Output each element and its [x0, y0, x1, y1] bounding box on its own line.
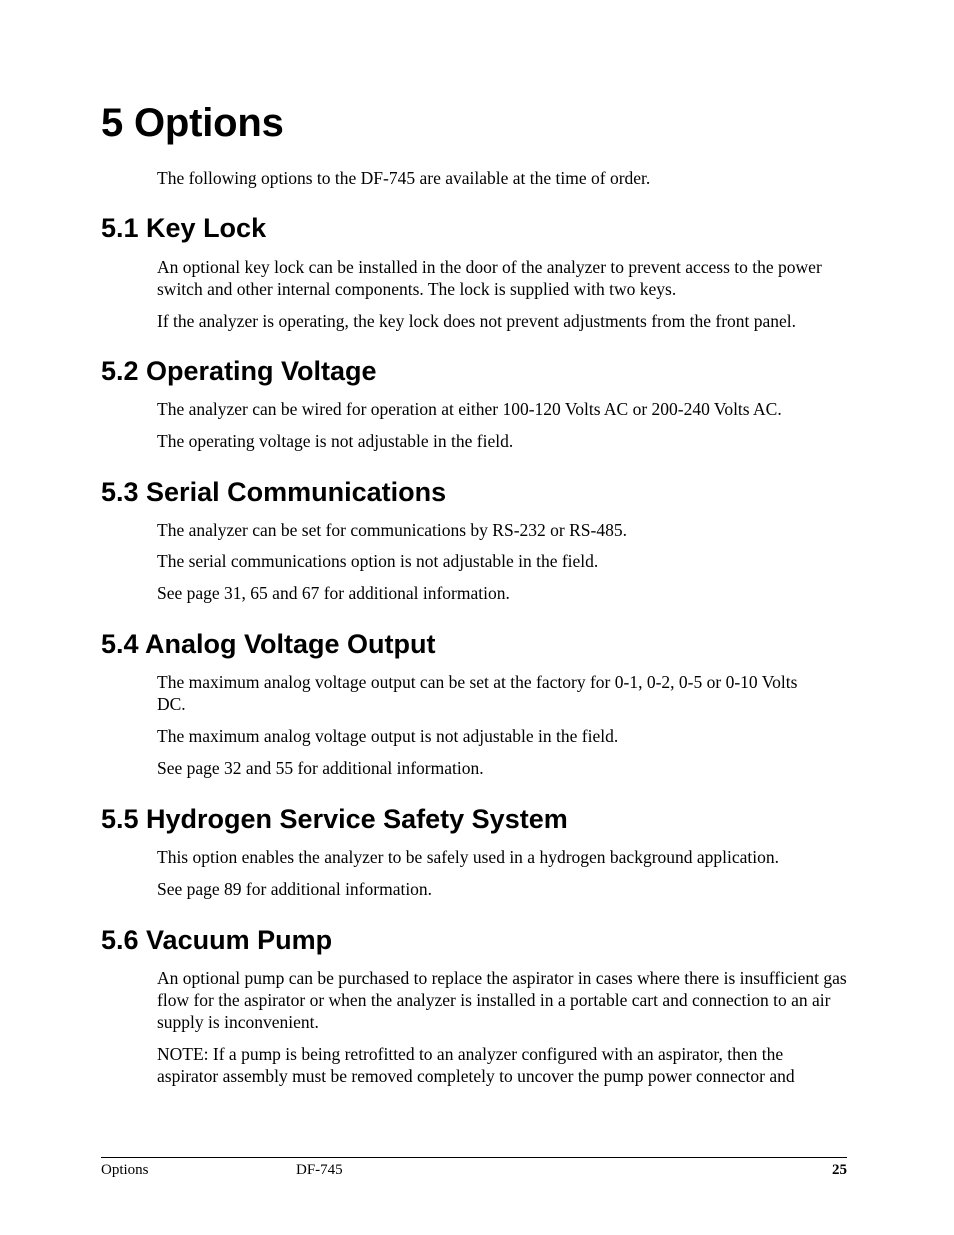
paragraph-key-lock-1: An optional key lock can be installed in the door of the analyzer to prevent access to the power switch and other internal components. The lock is supplied with two keys. [157, 257, 822, 299]
footer-section-name: Options [101, 1162, 149, 1178]
paragraph-analog-3: See page 32 and 55 for additional information. [157, 758, 484, 778]
section-heading-serial-communications: 5.3 Serial Communications [101, 477, 447, 507]
section-heading-vacuum-pump: 5.6 Vacuum Pump [101, 925, 333, 955]
footer-model: DF-745 [296, 1162, 343, 1178]
chapter-title: 5 Options [101, 101, 284, 145]
paragraph-serial-3: See page 31, 65 and 67 for additional information. [157, 583, 510, 603]
paragraph-vacuum-pump-1: An optional pump can be purchased to replace the aspirator in cases where there is insufficient gas flow for the aspirator or when the analyzer is installed in a portable cart and connection to an air supply is inconvenient. [157, 968, 847, 1032]
paragraph-analog-2: The maximum analog voltage output is not adjustable in the field. [157, 726, 619, 746]
chapter-intro: The following options to the DF-745 are available at the time of order. [157, 168, 651, 188]
section-heading-analog-voltage-output: 5.4 Analog Voltage Output [101, 629, 436, 659]
paragraph-key-lock-2: If the analyzer is operating, the key lock does not prevent adjustments from the front panel. [157, 311, 797, 331]
paragraph-hydrogen-1: This option enables the analyzer to be safely used in a hydrogen background application. [157, 847, 780, 867]
section-heading-operating-voltage: 5.2 Operating Voltage [101, 356, 377, 386]
paragraph-operating-voltage-1: The analyzer can be wired for operation at either 100-120 Volts AC or 200-240 Volts AC. [157, 399, 782, 419]
paragraph-serial-2: The serial communications option is not adjustable in the field. [157, 551, 599, 571]
paragraph-operating-voltage-2: The operating voltage is not adjustable in the field. [157, 431, 514, 451]
section-heading-key-lock: 5.1 Key Lock [101, 213, 267, 243]
paragraph-hydrogen-2: See page 89 for additional information. [157, 879, 433, 899]
paragraph-analog-1: The maximum analog voltage output can be set at the factory for 0-1, 0-2, 0-5 or 0-10 Volts DC. [157, 672, 798, 714]
footer-page-number: 25 [832, 1162, 847, 1178]
section-heading-hydrogen-safety: 5.5 Hydrogen Service Safety System [101, 804, 568, 834]
paragraph-serial-1: The analyzer can be set for communications by RS-232 or RS-485. [157, 520, 627, 540]
footer-divider [101, 1157, 847, 1158]
paragraph-vacuum-pump-2: NOTE: If a pump is being retrofitted to an analyzer configured with an aspirator, then the aspirator assembly must be removed completely to uncover the pump power connector and [157, 1044, 795, 1086]
